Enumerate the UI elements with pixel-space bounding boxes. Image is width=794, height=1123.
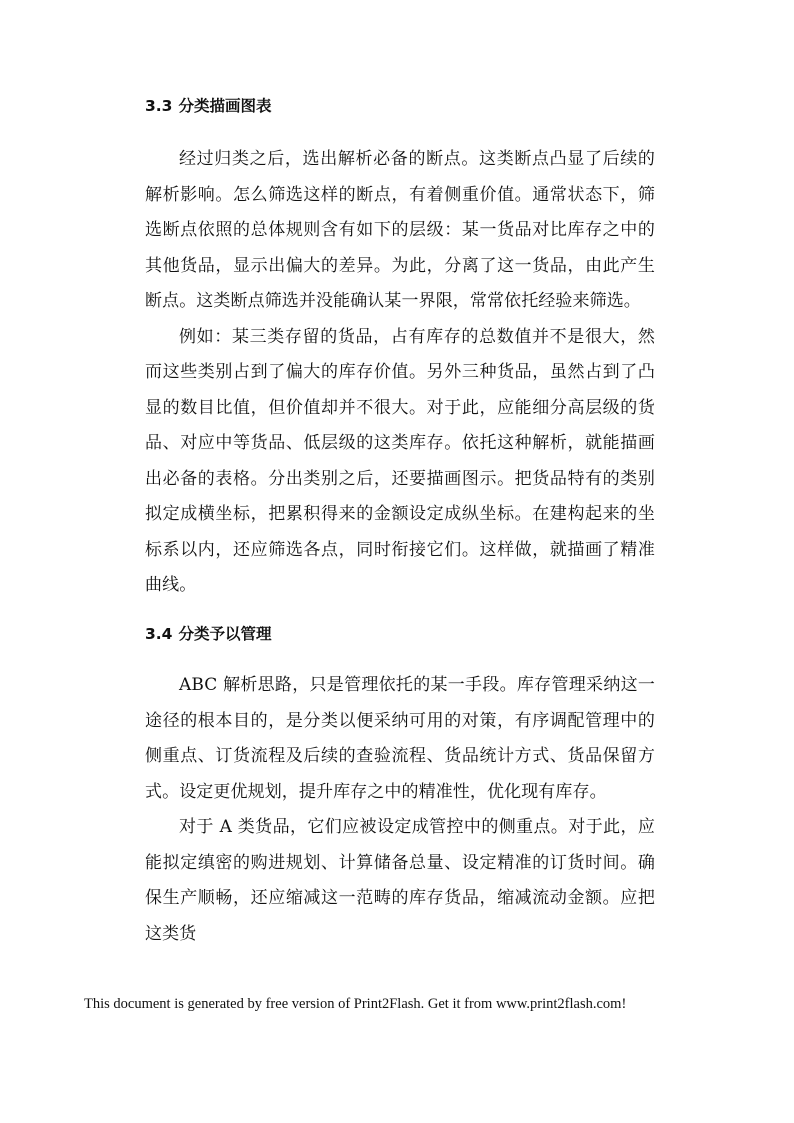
watermark-footer: This document is generated by free version of Print2Flash. Get it from www.print2flash.com!	[84, 996, 627, 1012]
section-number: 3.3	[145, 97, 173, 115]
paragraph: 经过归类之后，选出解析必备的断点。这类断点凸显了后续的解析影响。怎么筛选这样的断点，有着侧重价值。通常状态下，筛选断点依照的总体规则含有如下的层级：某一货品对比库存之中的其他货品，显示出偏大的差异。为此，分离了这一货品，由此产生断点。这类断点筛选并没能确认某一界限，常常依托经验来筛选。	[145, 149, 655, 311]
section-number: 3.4	[145, 625, 173, 643]
paragraph: 对于 A 类货品，它们应被设定成管控中的侧重点。对于此，应能拟定缜密的购进规划、计算储备总量、设定精准的订货时间。确保生产顺畅，还应缩减这一范畴的库存货品，缩减流动金额。应把这类货	[145, 817, 655, 944]
section-title: 分类予以管理	[178, 625, 272, 643]
paragraph: ABC 解析思路，只是管理依托的某一手段。库存管理采纳这一途径的根本目的，是分类以便采纳可用的对策，有序调配管理中的侧重点、订货流程及后续的查验流程、货品统计方式、货品保留方式。设定更优规划，提升库存之中的精准性，优化现有库存。	[145, 675, 655, 802]
section-title: 分类描画图表	[178, 97, 272, 115]
section-heading-3-3	[145, 96, 271, 116]
section-3-4-body	[145, 668, 655, 952]
section-3-3-body	[145, 142, 655, 604]
section-heading-3-4	[145, 624, 271, 644]
paragraph: 例如：某三类存留的货品，占有库存的总数值并不是很大，然而这些类别占到了偏大的库存价值。另外三种货品，虽然占到了凸显的数目比值，但价值却并不很大。对于此，应能细分高层级的货品、对应中等货品、低层级的这类库存。依托这种解析，就能描画出必备的表格。分出类别之后，还要描画图示。把货品特有的类别拟定成横坐标，把累积得来的金额设定成纵坐标。在建构起来的坐标系以内，还应筛选各点，同时衔接它们。这样做，就描画了精准曲线。	[145, 326, 655, 595]
